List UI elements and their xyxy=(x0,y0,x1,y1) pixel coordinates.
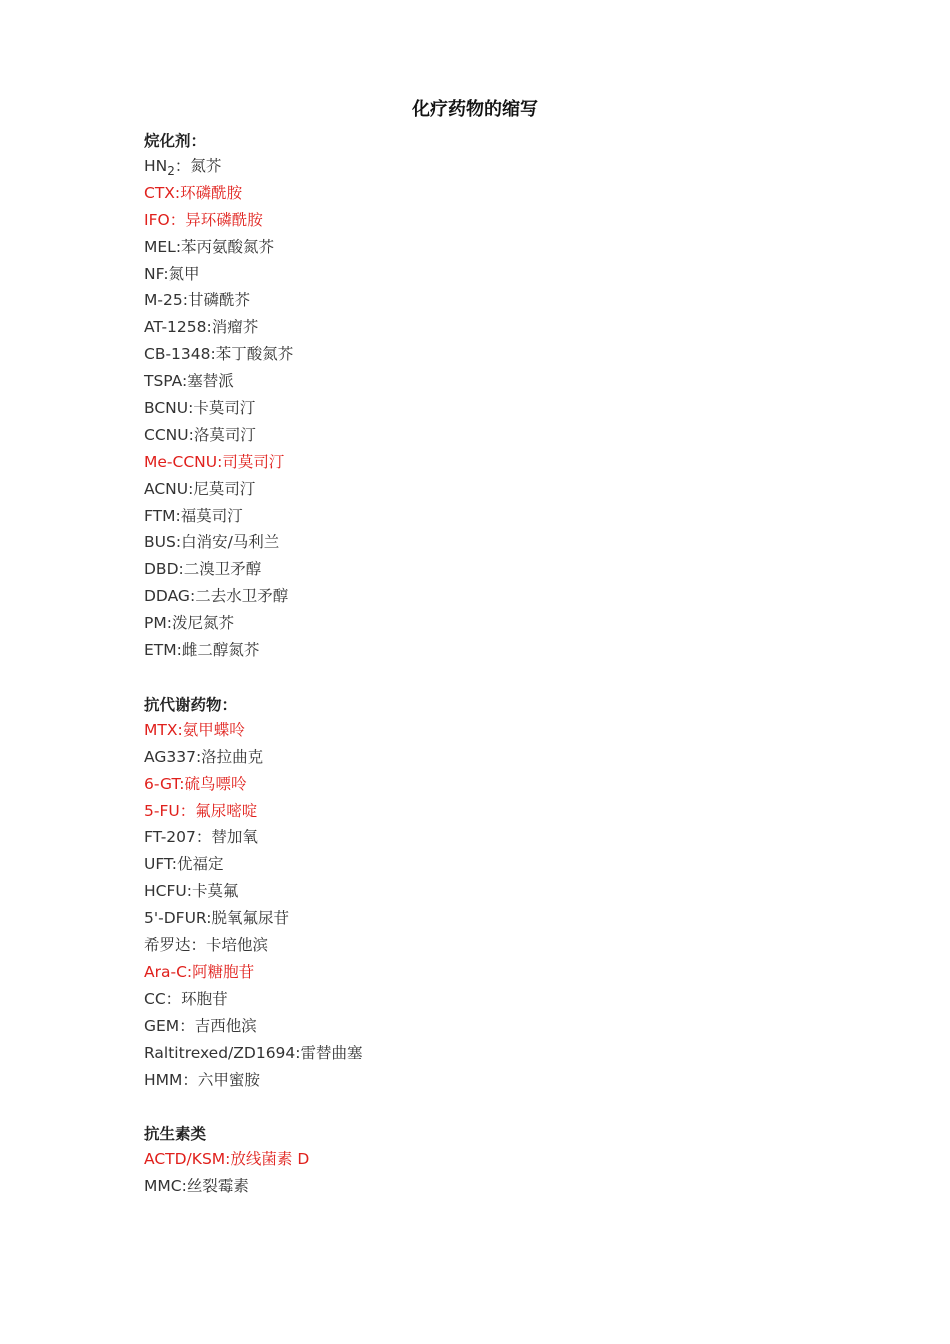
drug-abbreviation: Me-CCNU xyxy=(144,452,218,471)
drug-name: 福莫司汀 xyxy=(180,506,243,525)
drug-abbreviation: NF xyxy=(144,264,164,283)
separator: ： xyxy=(195,828,212,847)
drug-name: 环胞苷 xyxy=(181,989,228,1008)
drug-entry xyxy=(144,449,844,476)
drug-name: 氮芥 xyxy=(190,157,222,175)
drug-entry xyxy=(144,851,844,878)
separator: ： xyxy=(174,157,191,175)
separator: ： xyxy=(165,989,182,1008)
drug-entry xyxy=(144,1040,844,1067)
drug-abbreviation: FT-207 xyxy=(144,828,196,847)
drug-entry xyxy=(144,986,844,1013)
drug-entry xyxy=(144,207,844,234)
drug-entry xyxy=(144,503,844,530)
drug-name: 卡培他滨 xyxy=(206,936,269,955)
drug-section xyxy=(144,130,844,664)
drug-abbreviation: AG337 xyxy=(144,747,196,766)
drug-name: 替加氧 xyxy=(211,828,258,847)
drug-name: 二溴卫矛醇 xyxy=(183,560,262,579)
drug-name: 丝裂霉素 xyxy=(186,1177,249,1196)
drug-entry xyxy=(144,287,844,314)
drug-name: 塞替派 xyxy=(187,372,234,391)
separator: : xyxy=(175,506,181,525)
drug-abbreviation: 5'-DFUR xyxy=(144,909,207,928)
separator: : xyxy=(195,747,202,766)
drug-name: 卡莫氟 xyxy=(191,882,239,901)
separator: : xyxy=(176,641,182,660)
drug-abbreviation: MTX xyxy=(144,720,178,739)
drug-entry xyxy=(144,368,844,395)
drug-entry xyxy=(144,476,844,503)
drug-entry xyxy=(144,932,844,959)
drug-entry xyxy=(144,1013,844,1040)
separator: : xyxy=(188,479,194,498)
separator: : xyxy=(225,1150,231,1169)
drug-abbreviation: BCNU xyxy=(144,399,189,418)
drug-abbreviation: ACTD/KSM xyxy=(144,1150,226,1169)
drug-section xyxy=(144,694,844,1093)
drug-name: 雌二醇氮芥 xyxy=(181,641,260,660)
drug-name: 司莫司汀 xyxy=(222,452,285,471)
drug-entry xyxy=(144,824,844,851)
separator: : xyxy=(186,882,192,901)
drug-abbreviation: PM xyxy=(144,614,167,633)
drug-section xyxy=(144,1123,844,1200)
drug-abbreviation: TSPA xyxy=(144,372,182,391)
drug-entry xyxy=(144,959,844,986)
drug-abbreviation: 6-GT xyxy=(144,774,180,793)
drug-name: 苯丁酸氮芥 xyxy=(215,345,294,364)
drug-abbreviation: Raltitrexed/ZD1694 xyxy=(144,1043,296,1062)
drug-name: 优福定 xyxy=(177,855,224,874)
separator: : xyxy=(179,774,185,793)
drug-entry xyxy=(144,234,844,261)
drug-name: 环磷酰胺 xyxy=(180,183,243,202)
separator: : xyxy=(295,1043,301,1062)
separator: : xyxy=(166,614,172,633)
drug-abbreviation: UFT xyxy=(144,855,172,874)
drug-entry xyxy=(144,1067,844,1094)
separator: : xyxy=(163,264,169,283)
drug-entry xyxy=(144,341,844,368)
drug-name: 氟尿嘧啶 xyxy=(195,801,258,820)
drug-entry xyxy=(144,1173,844,1200)
abbreviation-subscript: 2 xyxy=(167,164,175,178)
drug-name: 氮甲 xyxy=(168,264,200,283)
drug-abbreviation: HMM xyxy=(144,1070,183,1089)
drug-entry xyxy=(144,153,844,180)
drug-abbreviation: FTM xyxy=(144,506,176,525)
drug-abbreviation: CTX xyxy=(144,183,175,202)
drug-name: 尼莫司汀 xyxy=(193,479,256,498)
drug-entry xyxy=(144,610,844,637)
drug-abbreviation: IFO xyxy=(144,210,170,229)
document-title: 化疗药物的缩写 xyxy=(412,99,538,120)
drug-name: 二去水卫矛醇 xyxy=(195,587,289,606)
separator: : xyxy=(175,533,182,552)
section-heading: 烷化剂： xyxy=(144,132,207,150)
drug-name: 吉西他滨 xyxy=(194,1016,257,1035)
drug-name: 氨甲蝶呤 xyxy=(182,720,245,739)
separator: ： xyxy=(179,801,196,820)
separator: : xyxy=(186,962,193,981)
drug-abbreviation: GEM xyxy=(144,1016,180,1035)
drug-entry xyxy=(144,637,844,664)
separator: : xyxy=(182,291,188,310)
separator: : xyxy=(181,1177,187,1196)
drug-abbreviation: DBD xyxy=(144,560,179,579)
drug-entry xyxy=(144,395,844,422)
drug-entry xyxy=(144,556,844,583)
drug-abbreviation: MEL xyxy=(144,237,176,256)
drug-entry xyxy=(144,314,844,341)
drug-entry xyxy=(144,744,844,771)
separator: : xyxy=(217,452,223,471)
drug-abbreviation: AT-1258 xyxy=(144,318,207,337)
drug-entry xyxy=(144,180,844,207)
section-heading: 抗生素类 xyxy=(144,1125,207,1144)
separator: : xyxy=(174,183,181,202)
separator: : xyxy=(188,425,194,444)
drug-entry xyxy=(144,261,844,288)
separator: : xyxy=(188,399,194,418)
drug-name: 卡莫司汀 xyxy=(193,399,256,418)
drug-abbreviation: CB-1348 xyxy=(144,345,211,364)
drug-name: 甘磷酰芥 xyxy=(187,291,250,310)
drug-name: 脱氧氟尿苷 xyxy=(211,909,289,928)
drug-abbreviation: M-25 xyxy=(144,291,183,310)
drug-abbreviation: ETM xyxy=(144,641,177,660)
drug-entry xyxy=(144,878,844,905)
drug-abbreviation: DDAG xyxy=(144,587,190,606)
drug-name: 六甲蜜胺 xyxy=(197,1070,260,1089)
drug-name: 放线菌素 D xyxy=(230,1150,310,1169)
drug-name: 洛拉曲克 xyxy=(201,747,264,766)
separator: : xyxy=(171,855,177,874)
drug-abbreviation: BUS xyxy=(144,533,176,552)
drug-name: 阿糖胞苷 xyxy=(192,962,255,981)
drug-name: 消瘤芥 xyxy=(211,318,259,337)
drug-abbreviation: ACNU xyxy=(144,479,189,498)
drug-abbreviation: CCNU xyxy=(144,425,189,444)
separator: : xyxy=(210,345,216,364)
drug-entry xyxy=(144,422,844,449)
section-heading: 抗代谢药物： xyxy=(144,695,238,714)
separator: ： xyxy=(169,210,186,229)
separator: : xyxy=(182,372,188,391)
drug-name: 硫鸟嘌呤 xyxy=(184,774,247,793)
drug-entry xyxy=(144,798,844,825)
drug-name: 白消安/马利兰 xyxy=(181,533,280,552)
drug-name: 泼尼氮芥 xyxy=(171,614,234,633)
separator: ： xyxy=(190,936,207,955)
separator: : xyxy=(189,587,196,606)
separator: ： xyxy=(179,1016,195,1035)
separator: : xyxy=(206,909,212,928)
drug-abbreviation: CC xyxy=(144,989,166,1008)
drug-entry xyxy=(144,905,844,932)
drug-abbreviation: Ara-C xyxy=(144,962,187,981)
drug-abbreviation: 希罗达 xyxy=(144,936,191,955)
drug-abbreviation: MMC xyxy=(144,1177,182,1196)
separator: : xyxy=(206,318,212,337)
drug-entry xyxy=(144,583,844,610)
drug-abbreviation: 5-FU xyxy=(144,801,180,820)
separator: : xyxy=(175,237,182,256)
drug-abbreviation: HN xyxy=(144,157,168,175)
drug-name: 异环磷酰胺 xyxy=(185,210,263,229)
drug-abbreviation: HCFU xyxy=(144,882,187,901)
separator: ： xyxy=(182,1070,198,1089)
drug-entry xyxy=(144,1146,844,1173)
drug-name: 苯丙氨酸氮芥 xyxy=(181,237,275,256)
drug-entry xyxy=(144,771,844,798)
separator: : xyxy=(178,560,184,579)
drug-entry xyxy=(144,717,844,744)
drug-name: 雷替曲塞 xyxy=(300,1043,363,1062)
drug-entry xyxy=(144,529,844,556)
drug-name: 洛莫司汀 xyxy=(193,425,256,444)
document-body xyxy=(144,130,844,1228)
separator: : xyxy=(177,720,183,739)
